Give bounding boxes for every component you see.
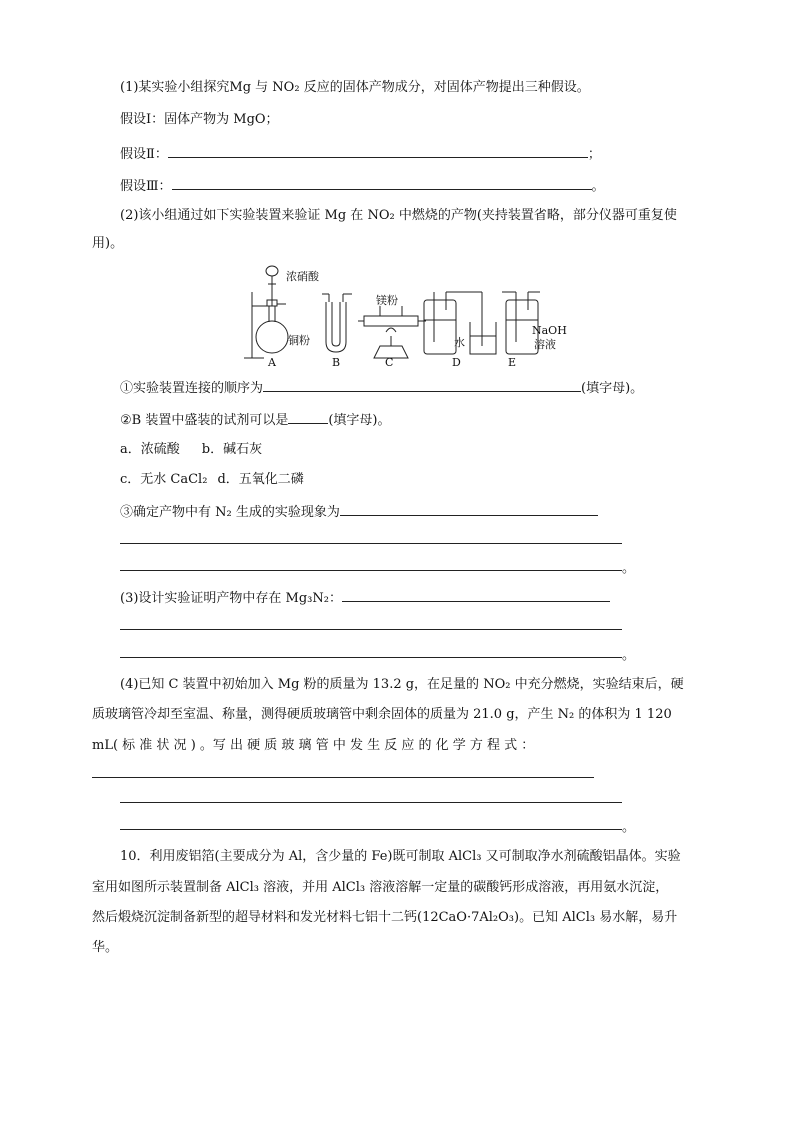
q9-part1-intro: (1)某实验小组探究Mg 与 NO₂ 反应的固体产物成分，对固体产物提出三种假设。 [120, 80, 590, 95]
q9-part3-answer-line-2[interactable] [120, 629, 622, 630]
subq-1 [120, 378, 643, 397]
option-b: b．碱石灰 [201, 442, 263, 457]
label-e: E [508, 356, 517, 369]
subq-2-suffix: (填字母)。 [328, 413, 391, 428]
label-water: 水 [454, 336, 465, 349]
q9-part3-text: (3)设计实验证明产物中存在 Mg₃N₂： [120, 591, 342, 606]
hypothesis-2-end: ； [587, 147, 601, 162]
subq-1-text: ①实验装置连接的顺序为 [120, 381, 264, 396]
q9-part4-answer-line-2[interactable] [120, 802, 622, 803]
q9-part4-answer-line-3[interactable] [120, 829, 622, 830]
option-d: d．五氧化二磷 [217, 472, 304, 487]
label-conc-nitric: 浓硝酸 [286, 270, 319, 283]
hypothesis-3-label: 假设Ⅲ： [120, 179, 172, 194]
subq-3-text: ③确定产物中有 N₂ 生成的实验现象为 [120, 505, 340, 520]
label-c: C [385, 356, 394, 369]
subq-3-period: 。 [622, 561, 636, 576]
label-d: D [452, 356, 461, 369]
hypothesis-1: 假设Ⅰ：固体产物为 MgO； [120, 112, 279, 127]
q9-part4-line1: (4)已知 C 装置中初始加入 Mg 粉的质量为 13.2 g，在足量的 NO₂ 中充分燃烧，实验结束后，硬 [120, 677, 684, 692]
subq-2-blank[interactable] [288, 410, 328, 424]
hypothesis-3 [120, 176, 605, 195]
label-naoh-2: 溶液 [534, 338, 556, 351]
label-naoh-1: NaOH [532, 324, 567, 337]
q9-part3-period: 。 [622, 648, 636, 663]
option-a: a．浓硫酸 [120, 442, 180, 457]
apparatus-c-combustion-tube [358, 306, 426, 358]
q9-part4-period: 。 [622, 820, 636, 835]
label-copper: 铜粉 [288, 334, 310, 347]
subq-3-answer-line-3[interactable] [120, 570, 622, 571]
hypothesis-3-end: 。 [591, 179, 605, 194]
subq-1-blank[interactable] [263, 378, 581, 392]
q9-part4-line3: mL( 标 准 状 况 ) 。写 出 硬 质 玻 璃 管 中 发 生 反 应 的 化 学 方 程 式 ： [92, 738, 535, 753]
apparatus-a-flask [256, 266, 288, 353]
subq-3 [120, 502, 598, 521]
q10-line1: 10．利用废铝箔(主要成分为 Al，含少量的 Fe)既可制取 AlCl₃ 又可制取净水剂硫酸铝晶体。实验 [120, 849, 681, 864]
label-mg: 镁粉 [376, 294, 398, 307]
label-b: B [332, 356, 341, 369]
apparatus-b-u-tube [322, 294, 352, 352]
option-c: c．无水 CaCl₂ [120, 472, 208, 487]
apparatus-diagram [240, 262, 580, 370]
subq-3-blank[interactable] [340, 502, 598, 516]
subq-3-answer-line-2[interactable] [120, 543, 622, 544]
q9-part4-answer-line-1[interactable] [92, 777, 594, 778]
q9-part3-blank[interactable] [342, 588, 610, 602]
subq-2-text: ②B 装置中盛装的试剂可以是 [120, 413, 289, 428]
subq-2 [120, 410, 391, 429]
q10-line2: 室用如图所示装置制备 AlCl₃ 溶液，并用 AlCl₃ 溶液溶解一定量的碳酸钙形成溶液，再用氨水沉淀， [92, 880, 669, 895]
q9-part3-answer-line-3[interactable] [120, 657, 622, 658]
q9-part2-line1: (2)该小组通过如下实验装置来验证 Mg 在 NO₂ 中燃烧的产物(夹持装置省略，部分仪器可重复使 [120, 208, 677, 223]
label-a: A [268, 356, 276, 369]
q10-line4: 华。 [92, 940, 119, 955]
q9-part2-line2: 用)。 [92, 236, 124, 251]
subq-1-suffix: (填字母)。 [581, 381, 644, 396]
options-cd [120, 472, 304, 488]
hypothesis-2 [120, 144, 601, 163]
apparatus-a-stand [244, 292, 267, 358]
q9-part3 [120, 588, 610, 607]
options-ab [120, 442, 262, 458]
hypothesis-2-blank[interactable] [168, 144, 588, 158]
q10-line3: 然后煅烧沉淀制备新型的超导材料和发光材料七铝十二钙(12CaO·7Al₂O₃)。已知 AlCl₃ 易水解，易升 [92, 910, 678, 925]
hypothesis-2-label: 假设Ⅱ： [120, 147, 168, 162]
q9-part4-line2: 质玻璃管冷却至室温、称量，测得硬质玻璃管中剩余固体的质量为 21.0 g，产生 N₂ 的体积为 1 120 [92, 707, 672, 722]
hypothesis-3-blank[interactable] [172, 176, 592, 190]
